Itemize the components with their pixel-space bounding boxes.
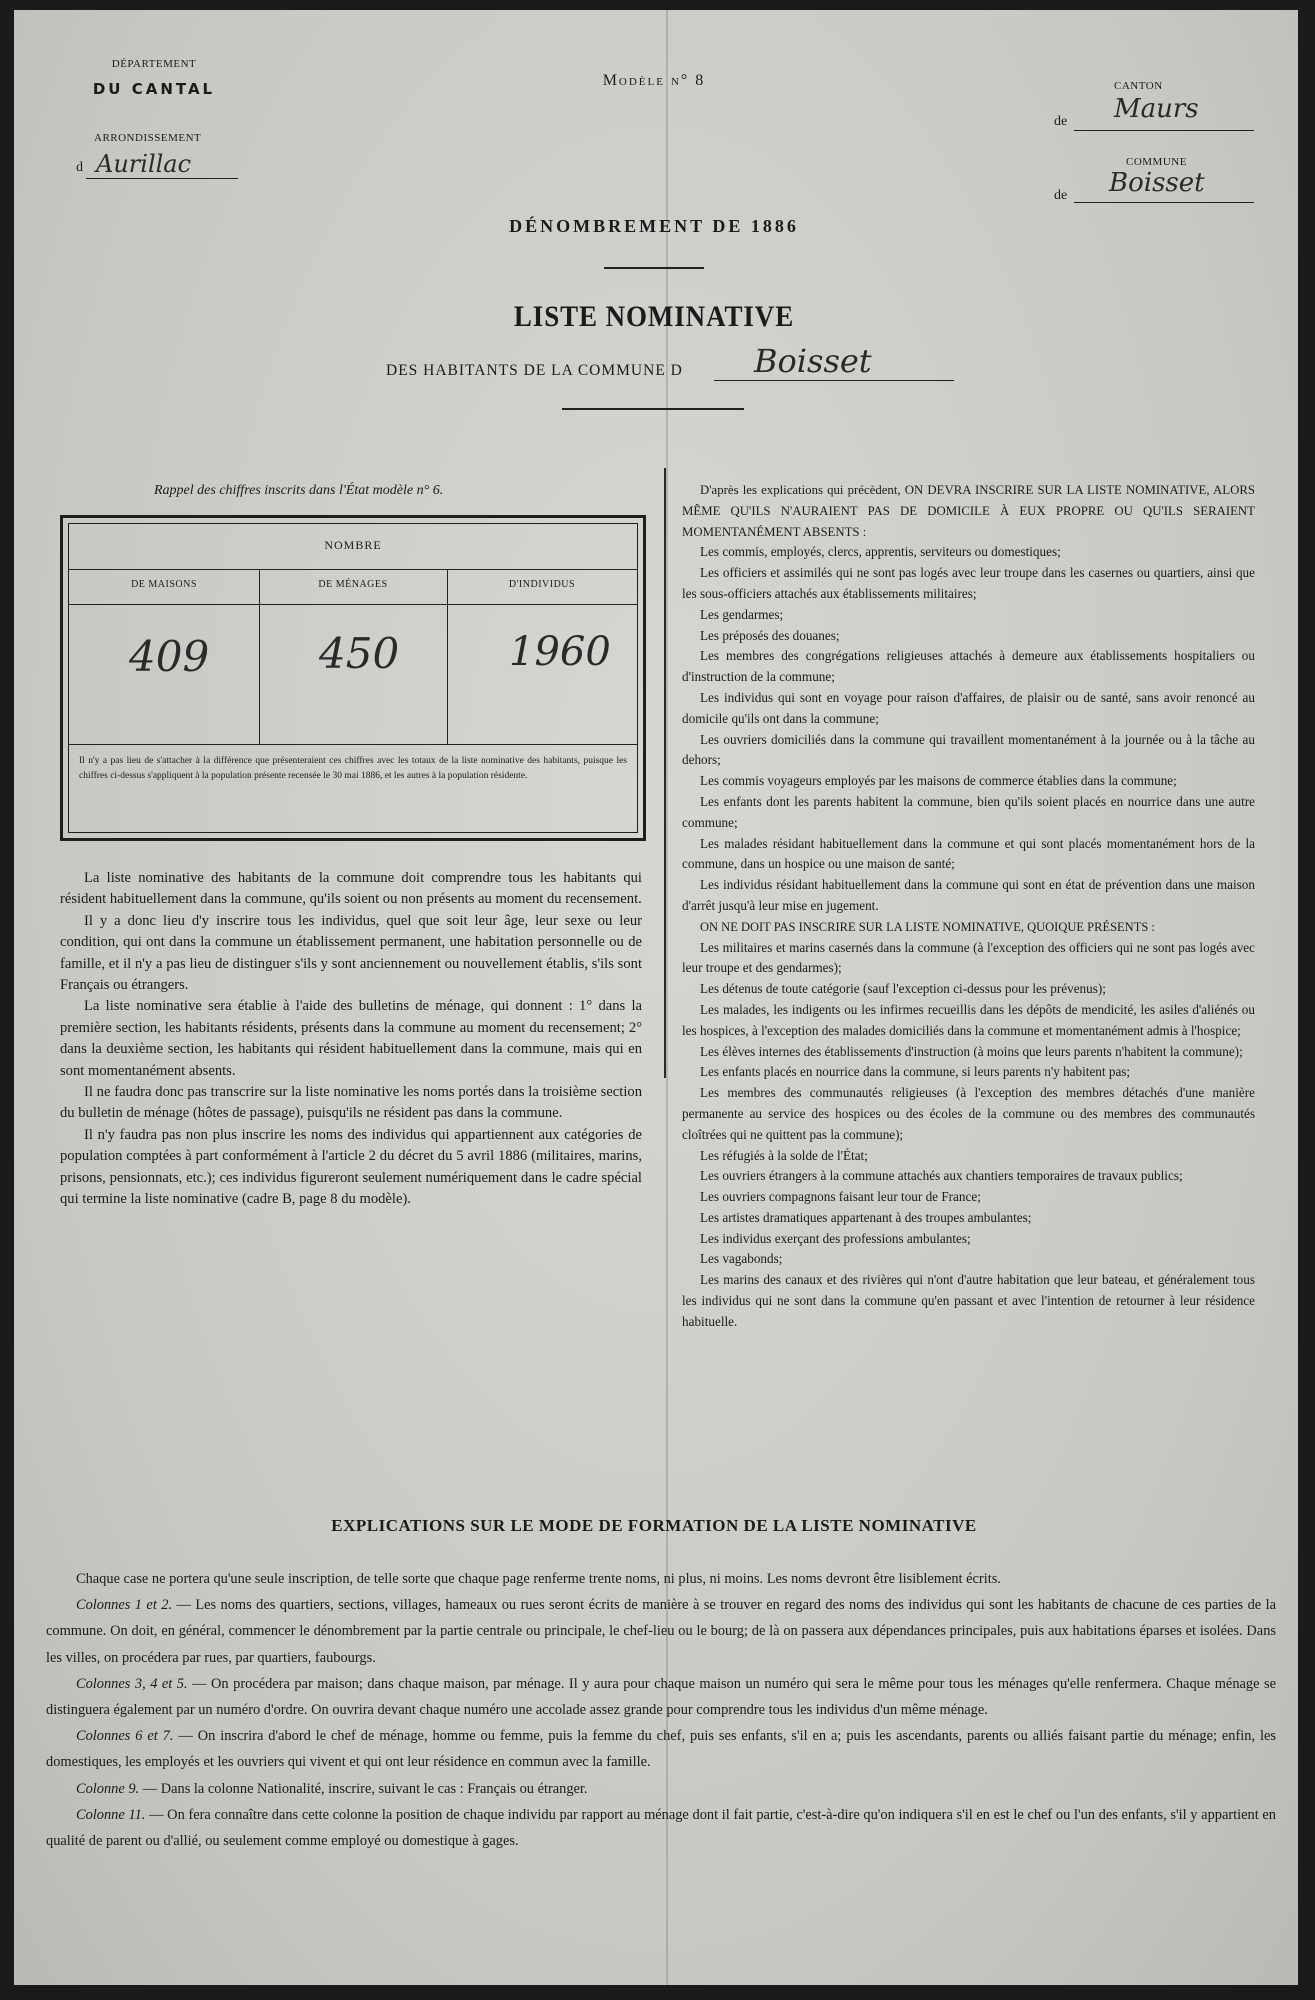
left-paragraph: Il ne faudra donc pas transcrire sur la liste nominative les noms portés dans la troisième section du bulletin de ménage (hôtes de passage), puisqu'ils ne résident pas dans la commune.	[60, 1084, 642, 1122]
inscrire-item: Les enfants dont les parents habitent la commune, bien qu'ils soient placés en nourrice dans une autre commune;	[682, 793, 1255, 830]
inscrire-item: Les officiers et assimilés qui ne sont pas logés avec leur troupe dans les casernes ou quartiers, ainsi que les sous-officiers attachés aux établissements militaires;	[682, 565, 1255, 601]
exclure-item: Les réfugiés à la solde de l'État;	[700, 1147, 868, 1163]
column-divider	[664, 468, 666, 1078]
canton-prefix: de	[1054, 114, 1068, 129]
commune-handwritten: Boisset	[754, 342, 872, 380]
explication-paragraph	[46, 1723, 1276, 1775]
rappel-caption: Rappel des chiffres inscrits dans l'État modèle n° 6.	[154, 483, 444, 498]
commune-prefix: de	[1054, 188, 1068, 203]
nombre-rule	[69, 569, 637, 570]
canton-rule	[1074, 130, 1254, 131]
explication-text: — Dans la colonne Nationalité, inscrire, suivant le cas : Français ou étranger.	[139, 1780, 588, 1797]
left-text-column	[60, 868, 642, 1211]
arrondissement-prefix: d	[76, 160, 83, 175]
note-rule	[69, 744, 637, 745]
exclure-item: Les vagabonds;	[700, 1251, 783, 1267]
explication-paragraph	[46, 1802, 1276, 1854]
exclure-item: Les membres des communautés religieuses (à l'exception des membres détachés d'une manière permanente au service des hospices ou des écoles de la commune ou des membres des communautés cloîtrées qui ne quittent pas la commune);	[682, 1085, 1255, 1142]
exclure-item: Les artistes dramatiques appartenant à des troupes ambulantes;	[700, 1209, 1032, 1225]
explication-paragraph	[46, 1671, 1276, 1723]
denombrement-title: DÉNOMBREMENT DE 1886	[509, 216, 799, 236]
habitants-rule	[714, 380, 954, 381]
left-paragraph: Il y a donc lieu d'y inscrire tous les individus, quel que soit leur âge, leur sexe ou leur condition, qui ont dans la commune un établissement permanent, une habitation personnelle ou de famille, et il n'y a pas lieu de distinguer s'ils y sont anciennement ou nouvellement établis, s'ils sont Français ou étrangers.	[60, 912, 642, 994]
inscrire-item: Les malades résidant habituellement dans la commune et qui sont placés momentanément hors de la commune, dans un hospice ou une maison de santé;	[682, 835, 1255, 872]
explication-lead: Colonne 11.	[76, 1806, 146, 1823]
left-paragraph: La liste nominative des habitants de la commune doit comprendre tous les habitants qui résident habituellement dans la commune, qu'ils soient ou non présents au moment du recensement.	[60, 870, 642, 908]
commune-value: Boisset	[1109, 168, 1205, 198]
exclure-item: Les malades, les indigents ou les infirmes recueillis dans les dépôts de mendicité, les asiles d'aliénés ou les hospices, à l'exception des malades domiciliés dans la commune et momentanément admis à l'hospice;	[682, 1001, 1255, 1038]
nombre-header: NOMBRE	[324, 538, 382, 552]
explication-paragraph	[46, 1592, 1276, 1671]
header-maisons: DE MAISONS	[131, 579, 197, 590]
explications-title: EXPLICATIONS SUR LE MODE DE FORMATION DE LA LISTE NOMINATIVE	[331, 1516, 977, 1535]
modele-label: Modèle n° 8	[602, 72, 706, 89]
canton-value: Maurs	[1114, 94, 1199, 124]
exclure-item: Les ouvriers compagnons faisant leur tour de France;	[700, 1189, 981, 1205]
exclure-item: Les militaires et marins casernés dans la commune (à l'exception des officiers qui ne sont pas logés avec leur troupe et des gendarmes);	[682, 939, 1255, 976]
departement-label: DÉPARTEMENT	[111, 58, 197, 70]
inscrire-item: Les gendarmes;	[700, 606, 784, 622]
inscrire-item: Les membres des congrégations religieuses attachés à demeure aux établissements hospitaliers ou d'instruction de la commune;	[682, 648, 1255, 685]
explication-text: — Les noms des quartiers, sections, villages, hameaux ou rues seront écrits de manière à se trouver en regard des noms des individus qui sont les habitants de chacune de ces parties de la commune. On doit, en général, commencer le dénombrement par la partie centrale ou principale, le chef-lieu ou le bourg; de là on passera aux dépendances principales, puis aux habitations éparses et isolées. Dans les villes, on procédera par rues, par quartiers, faubourgs.	[46, 1597, 1276, 1666]
document-page	[14, 10, 1298, 1985]
col-divider-1	[259, 569, 260, 744]
explication-lead: Colonnes 3, 4 et 5.	[76, 1675, 188, 1692]
exclure-item: Les individus exerçant des professions ambulantes;	[700, 1230, 971, 1246]
value-menages: 450	[319, 629, 400, 678]
departement-name: DU CANTAL	[92, 80, 216, 98]
title-ornament-1	[604, 267, 704, 269]
left-paragraph: La liste nominative sera établie à l'aide des bulletins de ménage, qui donnent : 1° dans la première section, les habitants résidents, présents dans la commune au moment du recensement; 2° dans la deuxième section, les habitants qui résident habituellement dans la commune, mais qui en sont momentanément absents.	[60, 998, 642, 1079]
explication-text: Chaque case ne portera qu'une seule inscription, de telle sorte que chaque page renferme trente noms, ni plus, ni moins. Les noms devront être lisiblement écrits.	[76, 1571, 1001, 1587]
explication-paragraph	[46, 1566, 1276, 1592]
title-ornament-2	[562, 408, 744, 410]
inscrire-item: Les individus résidant habituellement dans la commune qui sont en état de prévention dans une maison d'arrêt jusqu'à leur mise en jugement.	[682, 877, 1255, 913]
value-maisons: 409	[129, 632, 210, 681]
left-paragraph: Il n'y faudra pas non plus inscrire les noms des individus qui appartiennent aux catégories de population comptées à part conformément à l'article 2 du décret du 5 avril 1886 (militaires, marins, prisons, pensionnats, etc.); ces individus figureront seulement numériquement dans le cadre spécial qui termine la liste nominative (cadre B, page 8 du modèle).	[60, 1126, 642, 1208]
inscrire-intro: D'après les explications qui précèdent, ON DEVRA INSCRIRE SUR LA LISTE NOMINATIVE, ALORS MÊME QU'ILS N'AURAIENT PAS DE DOMICILE À EUX PROPRE OU QU'ILS SERAIENT MOMENTANÉMENT ABSENTS :	[682, 483, 1255, 539]
commune-rule	[1074, 202, 1254, 203]
explication-paragraph	[46, 1776, 1276, 1802]
liste-title: LISTE NOMINATIVE	[513, 300, 795, 333]
explication-text: — On fera connaître dans cette colonne la position de chaque individu par rapport au ménage dont il fait partie, c'est-à-dire qu'on indiquera s'il en est le chef ou l'un des enfants, s'il y appartient en qualité de parent ou d'allié, ou seulement comme employé ou domestique à gages.	[46, 1806, 1276, 1850]
commune-label: COMMUNE	[1126, 156, 1187, 168]
exclure-item: Les ouvriers étrangers à la commune attachés aux chantiers temporaires de travaux publics;	[700, 1168, 1183, 1184]
explication-lead: Colonnes 6 et 7.	[76, 1728, 174, 1745]
explication-lead: Colonne 9.	[76, 1780, 140, 1797]
col-divider-2	[447, 569, 448, 744]
exclure-item: Les élèves internes des établissements d'instruction (à moins que leurs parents n'habitent la commune);	[700, 1043, 1243, 1059]
inscrire-item: Les commis, employés, clercs, apprentis, serviteurs ou domestiques;	[700, 544, 1061, 560]
exclure-item: Les enfants placés en nourrice dans la commune, si leurs parents n'y habitent pas;	[700, 1064, 1131, 1080]
habitants-title: DES HABITANTS DE LA COMMUNE D	[386, 362, 683, 379]
explication-text: — On procédera par maison; dans chaque maison, par ménage. Il y aura pour chaque maison un numéro qui sera le même pour tous les ménages qu'elle renfermera. Chaque ménage se distinguera également par un numéro d'ordre. On ouvrira devant chaque numéro une accolade assez grande pour comprendre tous les individus d'un même ménage.	[46, 1675, 1276, 1719]
inscrire-item: Les commis voyageurs employés par les maisons de commerce établies dans la commune;	[700, 773, 1177, 789]
explication-text: — On inscrira d'abord le chef de ménage, homme ou femme, puis la femme du chef, puis ses enfants, s'il en a; puis les ascendants, parents ou alliés faisant partie du ménage; enfin, les domestiques, les employés et les ouvriers qui vivent et qui ont leur résidence en commun avec la famille.	[46, 1728, 1276, 1771]
exclure-item: Les détenus de toute catégorie (sauf l'exception ci-dessus pour les prévenus);	[700, 981, 1106, 997]
explication-lead: Colonnes 1 et 2.	[76, 1597, 173, 1614]
right-text-column	[682, 480, 1255, 1333]
explications-body	[46, 1566, 1276, 1854]
header-individus: D'INDIVIDUS	[508, 579, 576, 590]
arrondissement-value: Aurillac	[96, 150, 192, 178]
header-menages: DE MÉNAGES	[318, 579, 388, 590]
inscrire-item: Les préposés des douanes;	[700, 627, 840, 643]
header-rule	[69, 604, 637, 605]
exclure-item: Les marins des canaux et des rivières qui n'ont d'autre habitation que leur bateau, et généralement tous les individus qui ne sont dans la commune qu'en passant et avec l'intention de retourner à leur résidence habituelle.	[682, 1272, 1255, 1329]
arrondissement-rule	[86, 178, 238, 179]
value-individus: 1960	[509, 629, 611, 675]
canton-label: CANTON	[1114, 80, 1163, 92]
rappel-note: Il n'y a pas lieu de s'attacher à la différence que présenteraient ces chiffres avec les totaux de la liste nominative des habitants, puisque les chiffres ci-dessus s'appliquent à la population présente recensée le 30 mai 1886, et les autres à la population résidente.	[79, 756, 627, 781]
inscrire-item: Les ouvriers domiciliés dans la commune qui travaillent momentanément à la journée ou à la tâche au dehors;	[682, 731, 1255, 768]
arrondissement-label: ARRONDISSEMENT	[94, 132, 202, 144]
rappel-box	[60, 515, 646, 841]
exclusion-intro: ON NE DOIT PAS INSCRIRE SUR LA LISTE NOMINATIVE, QUOIQUE PRÉSENTS :	[700, 919, 1155, 934]
inscrire-item: Les individus qui sont en voyage pour raison d'affaires, de plaisir ou de santé, sans avoir renoncé au domicile qu'ils ont dans la commune;	[682, 689, 1255, 726]
